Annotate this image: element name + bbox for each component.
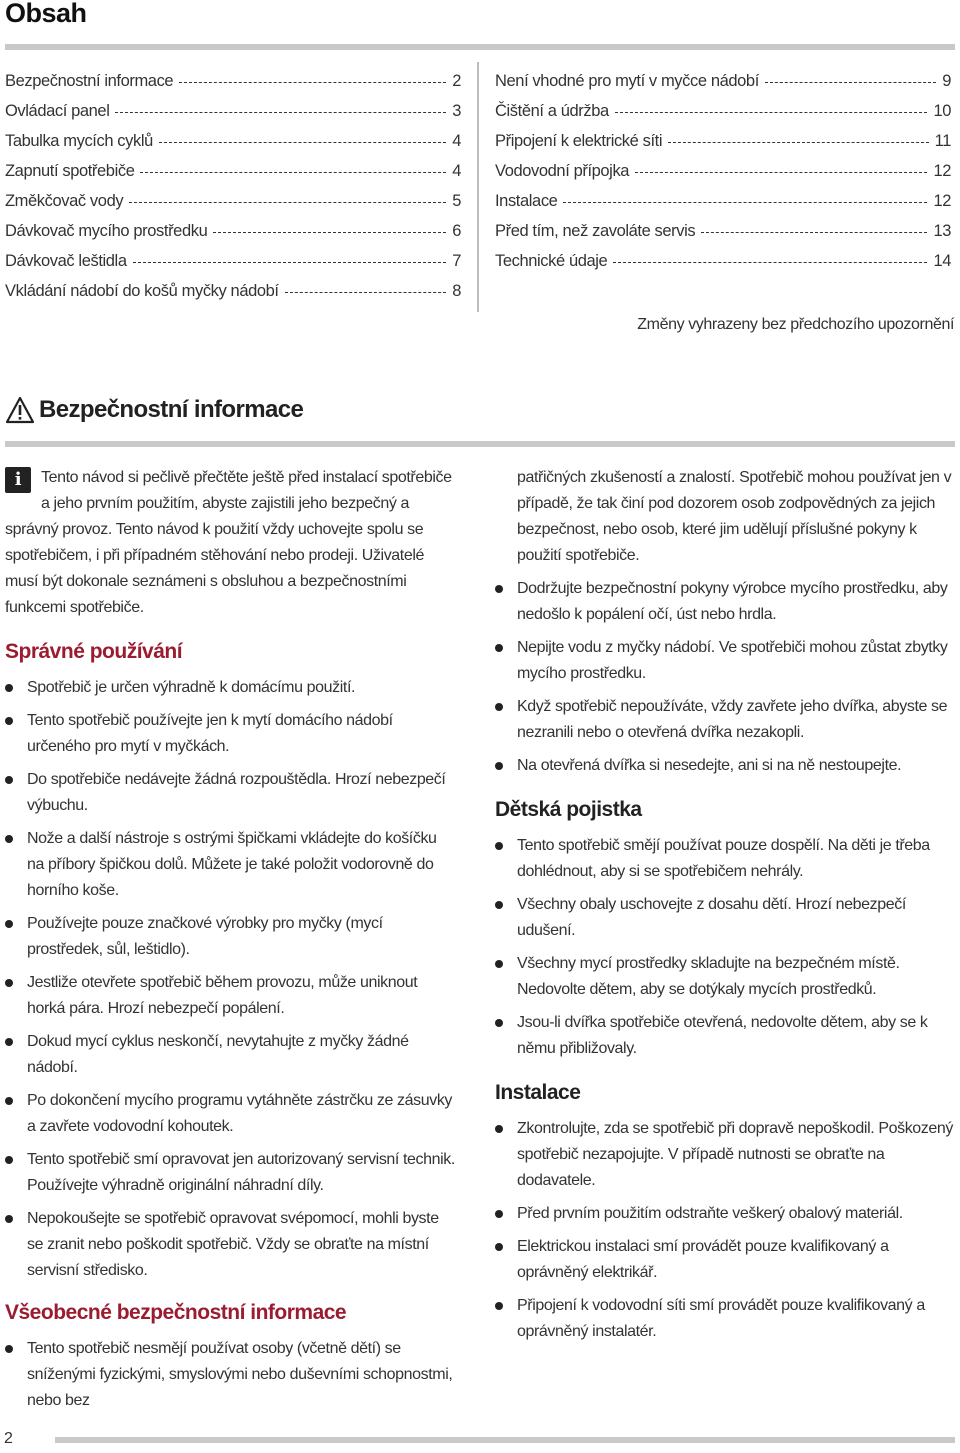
toc-entry[interactable] bbox=[495, 192, 951, 222]
toc-entry-page: 12 bbox=[933, 162, 951, 180]
list-item: Zkontrolujte, zda se spotřebič při dopravě nepoškodil. Poškozený spotřebič nezapojujte. V případě nutnosti se obraťte na dodavatele. bbox=[495, 1116, 955, 1194]
list-item: Nože a další nástroje s ostrými špičkami vkládejte do košíčku na příbory špičkou dolů. Můžete je také položit vodorovně do horního koše. bbox=[5, 826, 457, 904]
installation-heading: Instalace bbox=[495, 1081, 581, 1104]
toc-entry-label: Technické údaje bbox=[495, 252, 608, 270]
list-item: Tento spotřebič nesmějí používat osoby (včetně dětí) se sníženými fyzickými, smyslovými nebo duševními schopnostmi, nebo bez bbox=[5, 1336, 457, 1414]
toc-entry[interactable] bbox=[495, 162, 951, 192]
toc-leader bbox=[613, 261, 927, 263]
toc-entry-label: Zapnutí spotřebiče bbox=[5, 162, 135, 180]
toc-entry[interactable] bbox=[5, 252, 461, 282]
page-title: Obsah bbox=[5, 0, 87, 28]
list-item: Když spotřebič nepoužíváte, vždy zavřete jeho dvířka, abyste se nezranili nebo o otevřená dvířka nezakopli. bbox=[495, 694, 955, 746]
toc-entry[interactable] bbox=[495, 132, 951, 162]
toc-entry-page: 3 bbox=[452, 102, 461, 120]
list-item: Spotřebič je určen výhradně k domácímu použití. bbox=[5, 675, 457, 701]
left-text-column bbox=[5, 465, 457, 1421]
toc-entry-page: 12 bbox=[933, 192, 951, 210]
toc-left-column bbox=[5, 72, 461, 312]
toc-leader bbox=[563, 201, 927, 203]
child-lock-heading: Dětská pojistka bbox=[495, 798, 642, 821]
toc-entry-label: Připojení k elektrické síti bbox=[495, 132, 663, 150]
list-item: Dodržujte bezpečnostní pokyny výrobce mycího prostředku, aby nedošlo k popálení očí, úst nebo hrdla. bbox=[495, 576, 955, 628]
warning-icon bbox=[5, 396, 35, 424]
toc-entry[interactable] bbox=[495, 222, 951, 252]
list-item: Na otevřená dvířka si nesedejte, ani si na ně nestoupejte. bbox=[495, 753, 955, 779]
toc-entry[interactable] bbox=[5, 72, 461, 102]
general-safety-list bbox=[5, 1336, 457, 1414]
info-icon: i bbox=[5, 467, 31, 493]
toc-entry[interactable] bbox=[5, 162, 461, 192]
intro-block bbox=[5, 465, 457, 621]
list-item: Tento spotřebič smějí používat pouze dospělí. Na děti je třeba dohlédnout, aby si se spotřebičem nehrály. bbox=[495, 833, 955, 885]
toc-leader bbox=[213, 231, 446, 233]
right-text-column bbox=[495, 465, 955, 1352]
toc-entry-label: Vkládání nádobí do košů myčky nádobí bbox=[5, 282, 279, 300]
toc-entry-label: Čištění a údržba bbox=[495, 102, 609, 120]
correct-use-heading: Správné používání bbox=[5, 640, 183, 663]
list-item: Všechny obaly uschovejte z dosahu dětí. Hrozí nebezpečí udušení. bbox=[495, 892, 955, 944]
toc-leader bbox=[129, 201, 446, 203]
toc-leader bbox=[140, 171, 446, 173]
list-item: Tento spotřebič smí opravovat jen autorizovaný servisní technik. Používejte výhradně originální náhradní díly. bbox=[5, 1147, 457, 1199]
page-number: 2 bbox=[4, 1430, 13, 1447]
toc-entry-label: Bezpečnostní informace bbox=[5, 72, 174, 90]
intro-text: Tento návod si pečlivě přečtěte ještě před instalací spotřebiče a jeho prvním použitím, abyste zajistili jeho bezpečný a správný provoz. Tento návod k použití vždy uchovejte spolu se spotřebičem, i při případném stěhování nebo prodeji. Uživatelé musí být dokonale seznámeni s obsluhou a bezpečnostními funkcemi spotřebiče. bbox=[5, 469, 452, 616]
toc-leader bbox=[179, 81, 446, 83]
list-item: Používejte pouze značkové výrobky pro myčky (mycí prostředek, sůl, leštidlo). bbox=[5, 911, 457, 963]
toc-entry-page: 11 bbox=[934, 132, 951, 150]
toc-leader bbox=[285, 291, 447, 293]
toc-entry[interactable] bbox=[495, 72, 951, 102]
toc-entry-page: 6 bbox=[452, 222, 461, 240]
list-item: Nepokoušejte se spotřebič opravovat svépomocí, mohli byste se zranit nebo poškodit spotřebič. Vždy se obraťte na místní servisní středisko. bbox=[5, 1206, 457, 1284]
toc-entry[interactable] bbox=[5, 222, 461, 252]
toc-entry-label: Dávkovač mycího prostředku bbox=[5, 222, 208, 240]
toc-entry[interactable] bbox=[5, 102, 461, 132]
correct-use-list bbox=[5, 675, 457, 1284]
toc-entry-page: 14 bbox=[933, 252, 951, 270]
toc-entry[interactable] bbox=[5, 192, 461, 222]
list-item: Před prvním použitím odstraňte veškerý obalový materiál. bbox=[495, 1201, 955, 1227]
toc-entry-label: Před tím, než zavoláte servis bbox=[495, 222, 696, 240]
toc-entry-page: 9 bbox=[942, 72, 951, 90]
toc-entry-label: Změkčovač vody bbox=[5, 192, 124, 210]
list-item: Po dokončení mycího programu vytáhněte zástrčku ze zásuvky a zavřete vodovodní kohoutek. bbox=[5, 1088, 457, 1140]
toc-entry-label: Není vhodné pro mytí v myčce nádobí bbox=[495, 72, 759, 90]
toc-entry-page: 4 bbox=[452, 162, 461, 180]
general-safety-list-continued bbox=[495, 576, 955, 779]
toc-note: Změny vyhrazeny bez předchozího upozornění bbox=[637, 316, 954, 333]
list-item: Všechny mycí prostředky skladujte na bezpečném místě. Nedovolte dětem, aby se dotýkaly mycích prostředků. bbox=[495, 951, 955, 1003]
section-heading bbox=[5, 396, 303, 424]
toc-entry-page: 7 bbox=[452, 252, 461, 270]
list-item: Připojení k vodovodní síti smí provádět pouze kvalifikovaný a oprávněný instalatér. bbox=[495, 1293, 955, 1345]
toc-divider bbox=[477, 62, 479, 312]
toc-right-column bbox=[495, 72, 951, 282]
toc-entry[interactable] bbox=[5, 282, 461, 312]
toc-leader bbox=[115, 111, 446, 113]
continuation-text: patřičných zkušeností a znalostí. Spotřebič mohou používat jen v případě, že tak činí pod dozorem osob zodpovědných za jejich bezpečnost, nebo osob, které jim udělují příslušné pokyny k použití spotřebiče. bbox=[517, 469, 952, 564]
toc-entry-page: 10 bbox=[933, 102, 951, 120]
toc-leader bbox=[133, 261, 447, 263]
toc-entry-page: 13 bbox=[933, 222, 951, 240]
section-rule bbox=[5, 441, 955, 447]
child-lock-list bbox=[495, 833, 955, 1062]
list-item: Elektrickou instalaci smí provádět pouze kvalifikovaný a oprávněný elektrikář. bbox=[495, 1234, 955, 1286]
toc-entry[interactable] bbox=[495, 102, 951, 132]
list-item: Jsou-li dvířka spotřebiče otevřená, nedovolte dětem, aby se k němu přibližovaly. bbox=[495, 1010, 955, 1062]
continuation-block bbox=[495, 465, 955, 569]
toc-entry-page: 5 bbox=[452, 192, 461, 210]
toc-entry-label: Instalace bbox=[495, 192, 558, 210]
toc-leader bbox=[159, 141, 446, 143]
list-item: Jestliže otevřete spotřebič během provozu, může uniknout horká pára. Hrozí nebezpečí popálení. bbox=[5, 970, 457, 1022]
toc-entry-label: Ovládací panel bbox=[5, 102, 110, 120]
toc-entry[interactable] bbox=[5, 132, 461, 162]
bottom-rule bbox=[55, 1437, 955, 1443]
toc-leader bbox=[615, 111, 928, 113]
toc-entry-page: 2 bbox=[452, 72, 461, 90]
toc-entry-page: 8 bbox=[452, 282, 461, 300]
toc-entry-label: Tabulka mycích cyklů bbox=[5, 132, 153, 150]
toc-leader bbox=[635, 171, 927, 173]
toc-entry-label: Vodovodní přípojka bbox=[495, 162, 630, 180]
list-item: Dokud mycí cyklus neskončí, nevytahujte z myčky žádné nádobí. bbox=[5, 1029, 457, 1081]
toc-entry-page: 4 bbox=[452, 132, 461, 150]
toc-leader bbox=[765, 81, 936, 83]
toc-leader bbox=[701, 231, 927, 233]
section-title: Bezpečnostní informace bbox=[39, 396, 304, 423]
top-rule bbox=[5, 44, 955, 50]
general-safety-heading: Všeobecné bezpečnostní informace bbox=[5, 1301, 347, 1324]
list-item: Nepijte vodu z myčky nádobí. Ve spotřebiči mohou zůstat zbytky mycího prostředku. bbox=[495, 635, 955, 687]
list-item: Do spotřebiče nedávejte žádná rozpouštědla. Hrozí nebezpečí výbuchu. bbox=[5, 767, 457, 819]
installation-list bbox=[495, 1116, 955, 1345]
list-item: Tento spotřebič používejte jen k mytí domácího nádobí určeného pro mytí v myčkách. bbox=[5, 708, 457, 760]
toc-entry-label: Dávkovač leštidla bbox=[5, 252, 127, 270]
toc-leader bbox=[668, 141, 929, 143]
toc-entry[interactable] bbox=[495, 252, 951, 282]
